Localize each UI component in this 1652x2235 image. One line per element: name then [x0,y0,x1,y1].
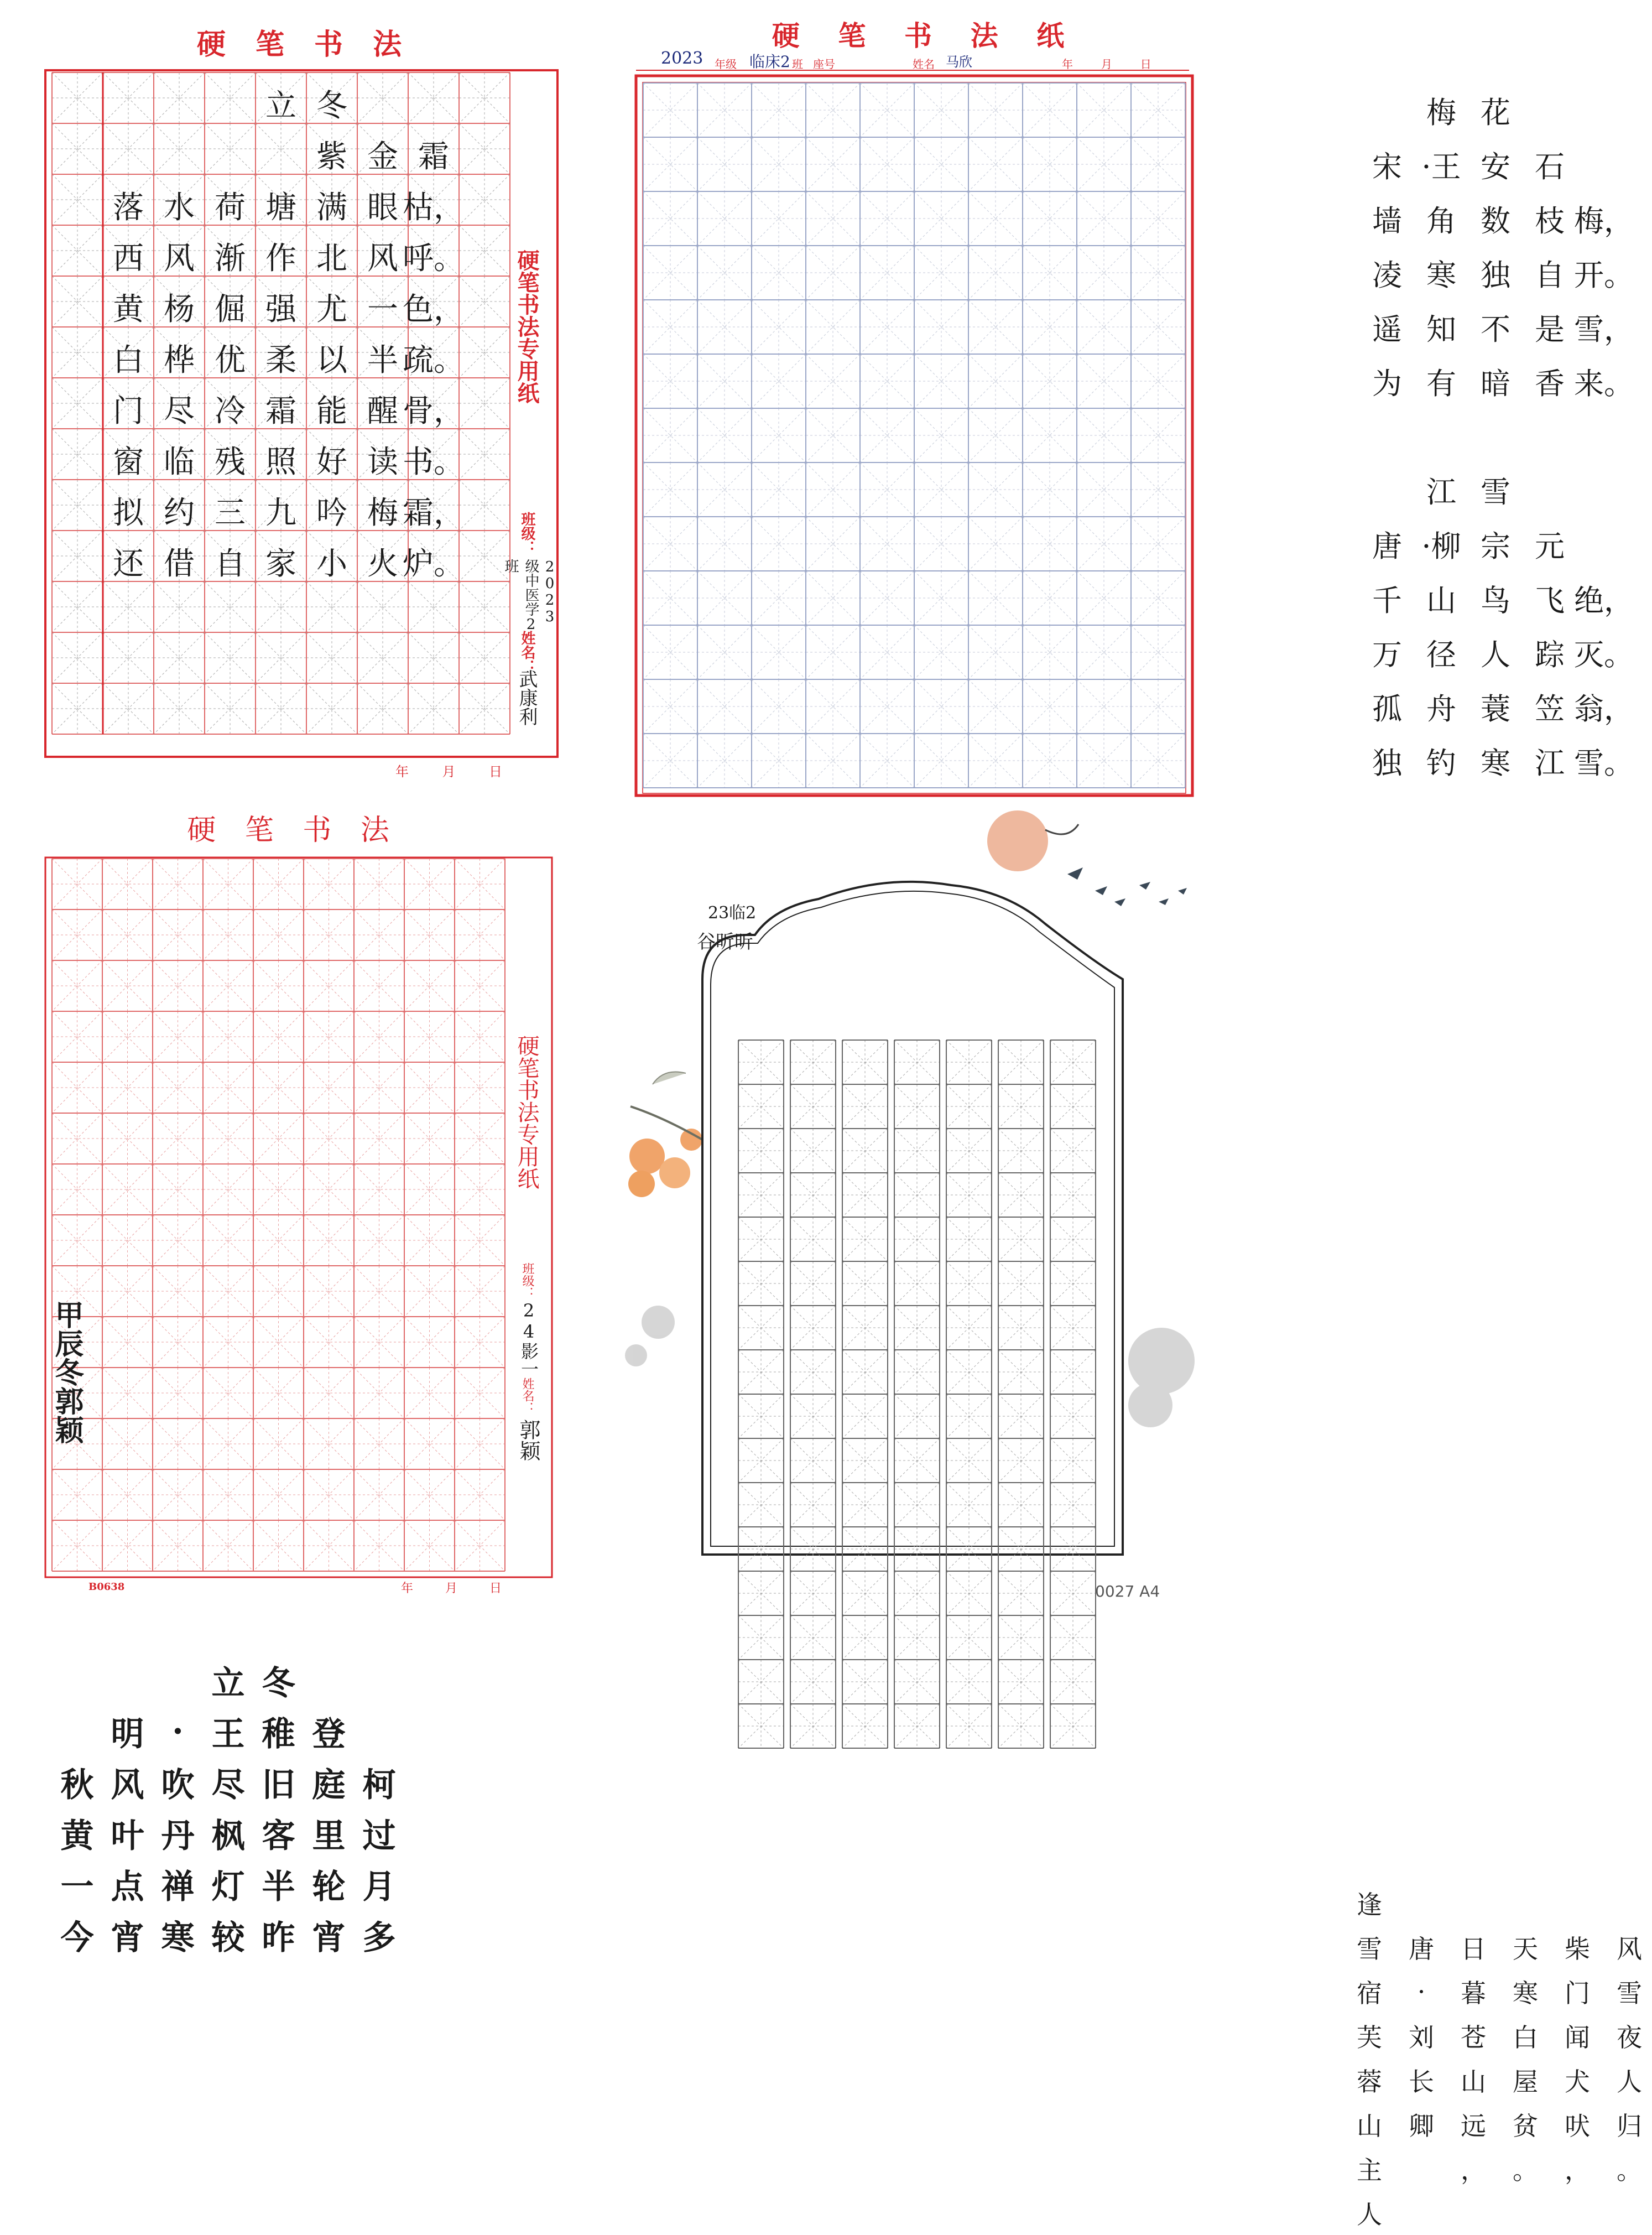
handwritten-char: 绝， [1574,583,1634,618]
handwritten-char: 黄 [60,1817,94,1855]
handwritten-char: 满 [316,190,347,226]
handwritten-char: 西 [113,241,144,277]
handwritten-char: 紫 [316,139,347,175]
handwritten-char: 风 [111,1766,144,1805]
handwritten-char: 孤 [1372,691,1402,726]
handwritten-char: 多 [362,1919,396,1957]
handwritten-char: 寒 [1481,745,1510,781]
handwritten-char: 遥 [1372,311,1402,347]
handwritten-char: 蓉 [1357,2067,1382,2097]
handwritten-char: 冬 [316,88,347,124]
handwritten-char: 一 [60,1868,94,1906]
handwritten-char: 。 [1617,2155,1642,2185]
handwritten-char: 飞 [1535,583,1565,618]
handwritten-char: 江 [1426,474,1456,510]
handwritten-char: 以 [316,342,347,378]
handwritten-char: 倔 [215,292,246,328]
handwritten-char: 暗 [1481,366,1510,401]
handwritten-char: 天 [1513,1934,1538,1964]
handwritten-char: 尽 [164,393,195,429]
handwritten-char: 长 [1409,2067,1434,2097]
sheet-3-code: B0638 [88,1581,125,1593]
handwritten-char: · [172,1712,184,1751]
handwritten-char: 窗 [113,444,144,480]
sheet-2-seat-label: 座号 [813,58,835,71]
handwritten-char: 小 [316,546,347,582]
handwritten-char: 贫 [1513,2111,1538,2141]
handwritten-char: 吠 [1565,2111,1590,2141]
sheet-4 [608,797,1642,2229]
handwritten-char: 书。 [403,444,465,480]
handwritten-char: 雪， [1574,311,1634,347]
handwritten-char: 门 [1565,1978,1590,2008]
handwritten-char: 一 [367,292,398,328]
sheet-2-name: 马欣 [946,54,972,70]
handwritten-char: 约 [164,495,195,531]
handwritten-char: 半 [367,342,398,378]
handwritten-char: 旧 [262,1766,295,1805]
sheet-1-name-value: 武康利 [515,669,538,726]
handwritten-char: 尤 [316,292,347,328]
handwritten-char: 寒 [161,1919,195,1957]
handwritten-char: 吟 [316,495,347,531]
handwritten-char: 芙 [1357,2023,1382,2052]
sheet-3-name-label: 姓名： [520,1378,534,1414]
handwritten-char: 荷 [215,190,246,226]
handwritten-char: 门 [113,393,144,429]
handwritten-char: 金 [367,139,398,175]
handwritten-char: 霜 [265,393,296,429]
handwritten-char: 归 [1617,2111,1642,2141]
handwritten-char: 过 [362,1817,396,1855]
handwritten-char: 柴 [1565,1934,1590,1964]
sheet-3 [0,797,597,1957]
handwritten-char: 还 [113,546,144,582]
handwritten-char: 秋 [60,1766,94,1805]
handwritten-char: 杨 [164,292,195,328]
handwritten-char: 钓 [1426,745,1456,781]
handwritten-char: 家 [265,546,296,582]
handwritten-char: 风 [164,241,195,277]
handwritten-char: 落 [113,190,144,226]
handwritten-char: 墙 [1372,203,1402,238]
handwritten-char: 残 [215,444,246,480]
sheet-3-signature: 甲辰冬郭颖 [50,1300,84,1444]
sheet-2-header [636,51,1189,71]
handwritten-char: 石 [1535,149,1565,184]
handwritten-char: 暮 [1461,1978,1486,2008]
handwritten-char: 唐 [1372,528,1402,564]
handwritten-char: 开。 [1574,257,1634,293]
handwritten-char: 寒 [1426,257,1456,293]
handwritten-char: 自 [215,546,246,582]
handwritten-char: ·柳 [1421,528,1461,564]
handwritten-char: 元 [1535,528,1565,564]
handwritten-char: 优 [215,342,246,378]
handwritten-char: 尽 [211,1766,245,1805]
handwritten-char: 拟 [113,495,144,531]
handwritten-char: 踪 [1535,637,1565,672]
handwritten-char: 凌 [1372,257,1402,293]
handwritten-char: 昨 [262,1919,295,1957]
sheet-1-class-value: 2023级中医学2班 [502,559,558,633]
handwritten-char: 主 [1357,2155,1382,2185]
handwritten-char: 里 [312,1817,346,1855]
handwritten-char: 江 [1535,745,1565,781]
handwritten-char: 眼 [367,190,398,226]
handwritten-char: 灯 [211,1868,245,1906]
handwritten-char: 禅 [161,1868,195,1906]
handwritten-char: 枫 [211,1817,245,1855]
handwritten-char: 桦 [164,342,195,378]
handwritten-char: 宵 [111,1919,144,1957]
sheet-4-author-class: 23临2 [708,903,757,923]
handwritten-char: 枯， [403,190,465,226]
handwritten-char: 数 [1481,203,1510,238]
handwritten-char: 夜 [1617,2023,1642,2052]
handwritten-char: 来。 [1574,366,1634,401]
handwritten-char: 冷 [215,393,246,429]
handwritten-char: 风 [367,241,398,277]
handwritten-char: 有 [1426,366,1456,401]
handwritten-char: 山 [1461,2067,1486,2097]
handwritten-char: 色， [403,292,465,328]
handwritten-char: 自 [1535,257,1565,293]
handwritten-char: 白 [113,342,144,378]
handwritten-char: 今 [60,1919,94,1957]
sheet-2-title: 硬 笔 书 法 纸 [772,19,1065,52]
handwritten-char: 庭 [312,1766,346,1805]
handwritten-char: 冬 [262,1664,295,1703]
handwritten-char: 较 [211,1919,245,1957]
handwritten-char: 风 [1617,1934,1642,1964]
handwritten-char: 北 [316,241,347,277]
sheet-4-corner-text: 0027 A4 [1095,1582,1160,1600]
handwritten-char: 吹 [161,1766,195,1805]
handwritten-char: 点 [111,1868,144,1906]
handwritten-char: 能 [316,393,347,429]
handwritten-char: 安 [1481,149,1510,184]
handwritten-char: 炉。 [403,546,465,582]
handwritten-char: 稚 [262,1715,295,1754]
handwritten-char: 强 [265,292,296,328]
sheet-1-side-label: 硬笔书法专用纸 [514,249,540,404]
sheet-3-title: 硬 笔 书 法 [187,814,399,847]
handwritten-char: 鸟 [1481,583,1510,618]
handwritten-char: 宋 [1372,149,1402,184]
sheet-2-class: 临床2 [749,53,790,71]
handwritten-char: 月 [362,1868,396,1906]
sheet-3-name-value: 郭颖 [516,1419,540,1461]
handwritten-char: 借 [164,546,195,582]
handwritten-char: 雪 [1357,1934,1382,1964]
handwritten-char: · [1417,1977,1426,2007]
handwritten-char: 三 [215,495,246,531]
handwritten-char: 径 [1426,637,1456,672]
sheet-3-side-label: 硬笔书法专用纸 [514,1035,539,1189]
handwritten-char: 宿 [1357,1978,1382,2008]
handwritten-char: 唐 [1409,1934,1434,1964]
handwritten-char: 梅 [367,495,398,531]
handwritten-char: 人 [1357,2200,1382,2229]
handwritten-char: 独 [1481,257,1510,293]
handwritten-char: 临 [164,444,195,480]
handwritten-char: 香 [1535,366,1565,401]
sheet-3-grid [44,856,553,1578]
handwritten-char: 万 [1372,637,1402,672]
handwritten-char: 照 [265,444,296,480]
handwritten-char: 舟 [1426,691,1456,726]
handwritten-char: 立 [211,1664,245,1703]
handwritten-char: 犬 [1565,2067,1590,2097]
handwritten-char: ·王 [1421,149,1461,184]
handwritten-char: 立 [265,88,296,124]
handwritten-char: 疏。 [403,342,465,378]
handwritten-char: 雪。 [1574,745,1634,781]
handwritten-char: 呼。 [403,241,465,277]
handwritten-char: 知 [1426,311,1456,347]
handwritten-char: 远 [1461,2111,1486,2141]
handwritten-char: 花 [1481,95,1510,130]
sheet-2-class-label: 班 [792,58,803,71]
handwritten-char: 为 [1372,366,1402,401]
handwritten-char: 九 [265,495,296,531]
sheet-2-date: 年 月 日 [1062,58,1151,71]
handwritten-char: 作 [265,241,296,277]
handwritten-char: 卿 [1409,2111,1434,2141]
handwritten-char: 人 [1481,637,1510,672]
handwritten-char: 登 [312,1715,346,1754]
sheet-1-class-label: 班级： [519,512,535,555]
arched-frame [608,797,1195,1593]
sheet-3-class-value: 24影一 [518,1300,539,1378]
sheet-3-class-label: 班级： [520,1262,534,1299]
handwritten-char: 山 [1357,2111,1382,2141]
handwritten-char: 枝 [1535,203,1565,238]
handwritten-char: 梅 [1426,95,1456,130]
handwritten-char: 刘 [1409,2023,1434,2052]
handwritten-char: 寒 [1513,1978,1538,2008]
handwritten-char: 柔 [265,342,296,378]
handwritten-char: 轮 [312,1868,346,1906]
handwritten-char: 宗 [1481,528,1510,564]
sheet-1-date: 年 月 日 [395,764,506,779]
sheet-2-year-label: 年级 [715,58,737,71]
handwritten-char: 霜 [418,139,449,175]
handwritten-char: ， [1565,2155,1590,2185]
handwritten-char: 日 [1461,1934,1486,1964]
handwritten-char: 柯 [362,1766,396,1805]
handwritten-char: 叶 [111,1817,144,1855]
handwritten-char: 苍 [1461,2023,1486,2052]
handwritten-char: 笠 [1535,691,1565,726]
handwritten-char: 读 [367,444,398,480]
handwritten-char: 黄 [113,292,144,328]
handwritten-char: 闻 [1565,2023,1590,2052]
handwritten-char: 白 [1513,2023,1538,2052]
handwritten-char: 角 [1426,203,1456,238]
handwritten-char: 丹 [161,1817,195,1855]
handwritten-char: 水 [164,190,195,226]
handwritten-char: 火 [367,546,398,582]
handwritten-char: 雪 [1617,1978,1642,2008]
handwritten-char: 山 [1426,583,1456,618]
handwritten-char: 翁， [1574,691,1634,726]
handwritten-char: 。 [1513,2155,1538,2185]
handwritten-char: 王 [211,1715,245,1754]
handwritten-char: 好 [316,444,347,480]
handwritten-char: 人 [1617,2067,1642,2097]
handwritten-char: 明 [111,1715,144,1754]
sheet-2-name-label: 姓名 [913,58,935,71]
sheet-1-name-label: 姓名： [519,631,535,674]
handwritten-char: 灭。 [1574,637,1634,672]
sheet-2-year: 2023 [661,49,703,68]
handwritten-char: 是 [1535,311,1565,347]
handwritten-char: 半 [262,1868,295,1906]
handwritten-char: 梅， [1574,203,1634,238]
handwritten-char: 雪 [1481,474,1510,510]
handwritten-char: 骨， [403,393,465,429]
handwritten-char: 千 [1372,583,1402,618]
handwritten-char: 醒 [367,393,398,429]
handwritten-char: 霜， [403,495,465,531]
handwritten-char: 客 [262,1817,295,1855]
sheet-3-date: 年 月 日 [401,1582,505,1595]
sheet-2 [608,0,1634,797]
handwritten-char: 宵 [312,1919,346,1957]
sheet-1 [0,0,597,797]
handwritten-char: 独 [1372,745,1402,781]
handwritten-char: 不 [1481,311,1510,347]
sheet-1-title: 硬 笔 书 法 [196,28,412,61]
handwritten-char: 逢 [1357,1890,1382,1920]
sheet-4-author-name: 谷昕昕 [697,931,753,953]
handwritten-char: 渐 [215,241,246,277]
handwritten-char: ， [1461,2155,1486,2185]
handwritten-char: 塘 [265,190,296,226]
sheet-2-grid [635,75,1194,797]
handwritten-char: 屋 [1513,2067,1538,2097]
handwritten-char: 蓑 [1481,691,1510,726]
